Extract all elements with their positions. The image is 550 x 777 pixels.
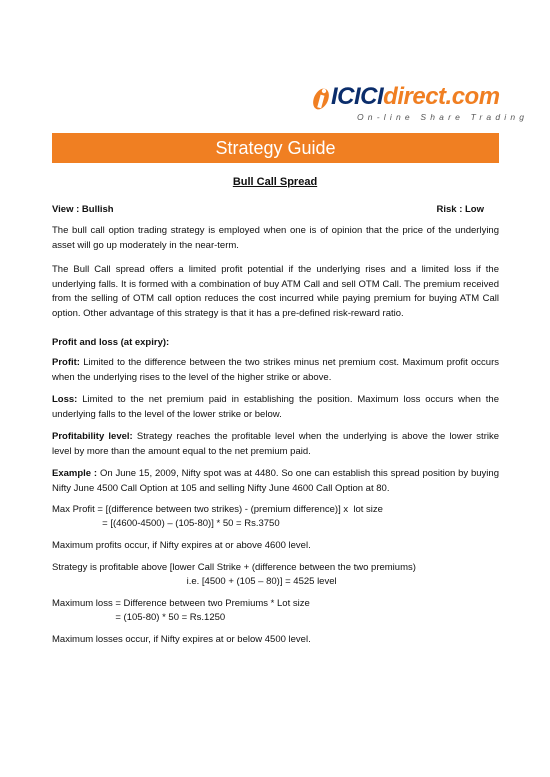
logo-product: direct.com: [383, 83, 500, 110]
page-title: Bull Call Spread: [232, 176, 318, 188]
logo-wordmark: [331, 82, 500, 112]
profitability-label: Profitability level:: [52, 431, 133, 442]
logo-tagline: On-line Share Trading: [357, 112, 529, 122]
profit-paragraph: [52, 356, 499, 385]
max-loss-line-1: Maximum loss = Difference between two Premiums * Lot size: [52, 598, 310, 609]
example-text: On June 15, 2009, Nifty spot was at 4480. So one can establish this spread position by buying Nifty June 4500 Call Option at 105 and selling Nifty June 4600 Call Option at 80.: [52, 468, 499, 494]
profit-text: Limited to the difference between the two strikes minus net premium cost. Maximum profit occurs when the underlying rises to the level of the higher strike or above.: [52, 357, 499, 383]
example-paragraph: [52, 467, 499, 496]
loss-label: Loss:: [52, 394, 78, 405]
max-profit-note: Maximum profits occur, if Nifty expires at or above 4600 level.: [52, 540, 311, 551]
breakeven-line-1: Strategy is profitable above [lower Call Strike + (difference between the two premiums): [52, 562, 416, 573]
breakeven-line-2: i.e. [4500 + (105 – 80)] = 4525 level: [52, 576, 337, 587]
icici-direct-logo: [311, 82, 529, 128]
max-profit-line-1: Max Profit = [(difference between two strikes) - (premium difference)] x lot size: [52, 504, 383, 515]
max-profit-line-2: = [(4600-4500) – (105-80)] * 50 = Rs.3750: [52, 518, 280, 529]
loss-text: Limited to the net premium paid in establishing the position. Maximum loss occurs when the underlying falls to the level of the lower strike or below.: [52, 394, 499, 420]
view-label: View : Bullish: [52, 204, 114, 215]
intro-paragraph: The bull call option trading strategy is employed when one is of opinion that the price of the underlying asset will go up moderately in the near-term.: [52, 225, 499, 251]
strategy-guide-banner: Strategy Guide: [52, 133, 499, 163]
pl-heading: Profit and loss (at expiry):: [52, 337, 170, 348]
profitability-paragraph: [52, 430, 499, 459]
max-loss-note: Maximum losses occur, if Nifty expires at or below 4500 level.: [52, 634, 311, 645]
loss-paragraph: [52, 393, 499, 422]
logo-brand: ICICI: [331, 83, 384, 110]
max-loss-line-2: = (105-80) * 50 = Rs.1250: [52, 612, 226, 623]
example-label: Example :: [52, 468, 98, 479]
icici-swoosh-icon: [311, 84, 331, 112]
description-paragraph: The Bull Call spread offers a limited profit potential if the underlying rises and a limited loss if the underlying falls. It is formed with a combination of buy ATM Call and sell OTM Call. The premium received from the selling of OTM call option reduces the cost incurred while paying premium for buying ATM Call option. Other advantage of this strategy is that it has a pre-defined risk-reward ratio.: [52, 264, 499, 319]
profitability-text: Strategy reaches the profitable level when the underlying is above the lower strike level by more than the amount equal to the net premium paid.: [52, 431, 499, 457]
risk-label: Risk : Low: [436, 204, 484, 215]
profit-label: Profit:: [52, 357, 80, 368]
